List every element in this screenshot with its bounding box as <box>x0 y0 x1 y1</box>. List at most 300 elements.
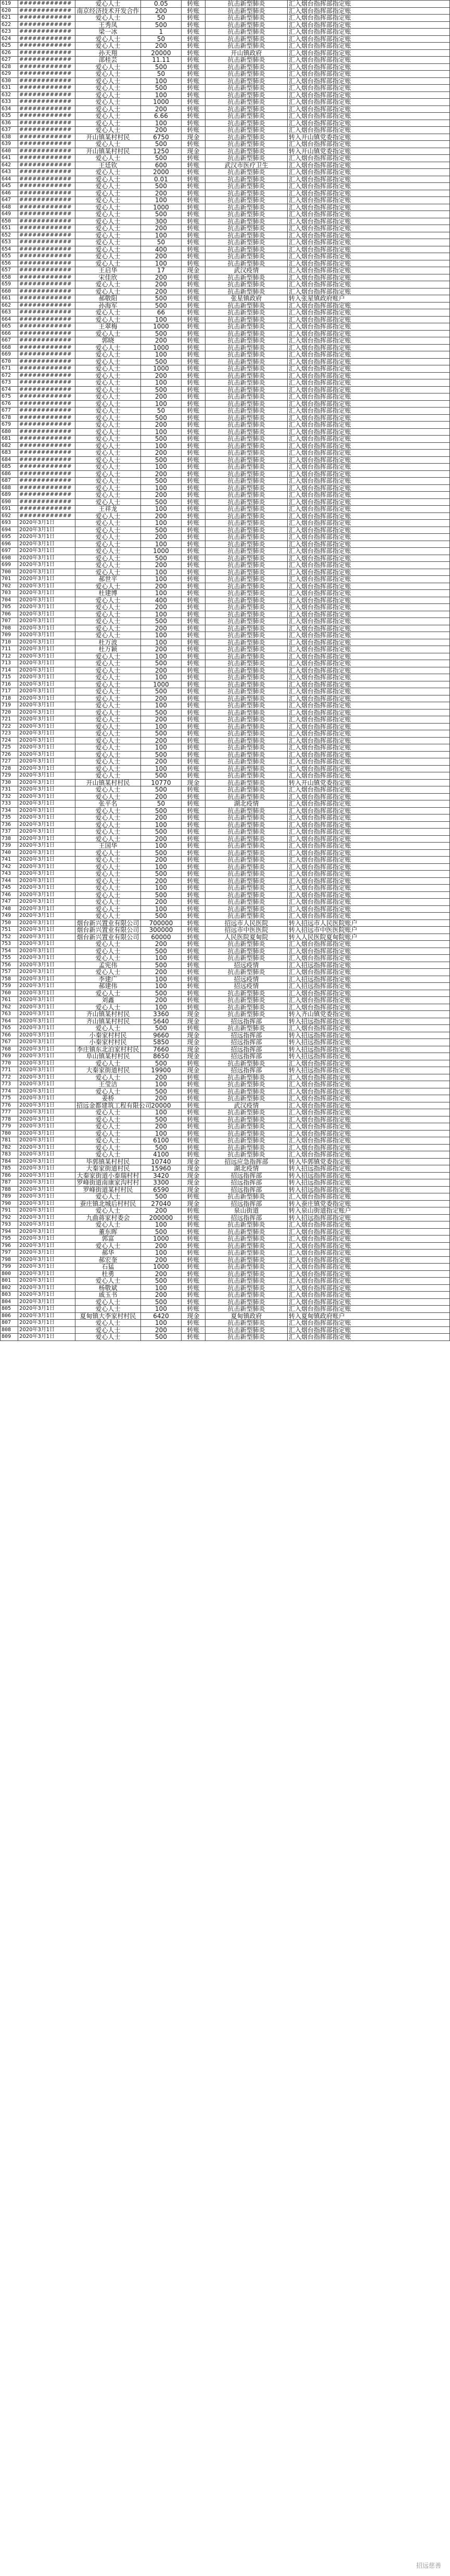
date-cell: 2020年3月1日 <box>18 1088 75 1095</box>
date-cell: ############ <box>18 176 75 183</box>
method-cell: 转账 <box>182 162 205 169</box>
note-cell: 汇入烟台指挥部指定账 <box>288 91 450 99</box>
donor-cell: 爱心人士 <box>75 246 141 253</box>
amount-cell: 100 <box>141 428 182 436</box>
table-row <box>1 1144 450 1151</box>
row-number: 746 <box>1 891 18 899</box>
row-number: 696 <box>1 541 18 548</box>
donor-cell: 爱心人士 <box>75 1334 141 1341</box>
donor-cell: 爱心人士 <box>75 218 141 225</box>
table-row <box>1 849 450 857</box>
table-row <box>1 113 450 120</box>
row-number: 676 <box>1 400 18 408</box>
method-cell: 转账 <box>182 281 205 288</box>
note-cell: 汇入烟台指挥部指定账 <box>288 688 450 695</box>
amount-cell: 200 <box>141 562 182 569</box>
note-cell: 转入开山镇党委指定账 <box>288 148 450 155</box>
date-cell: 2020年3月1日 <box>18 913 75 920</box>
donor-cell: 爱心人士 <box>75 1074 141 1081</box>
amount-cell: 100 <box>141 590 182 597</box>
table-row <box>1 541 450 548</box>
amount-cell: 100 <box>141 120 182 127</box>
row-number: 796 <box>1 1242 18 1250</box>
row-number: 623 <box>1 29 18 36</box>
purpose-cell: 抗击新型肺炎 <box>205 1250 288 1257</box>
row-number: 724 <box>1 737 18 744</box>
method-cell: 转账 <box>182 330 205 337</box>
table-row <box>1 1236 450 1243</box>
row-number: 695 <box>1 534 18 541</box>
purpose-cell: 招远指挥部 <box>205 1172 288 1179</box>
row-number: 795 <box>1 1236 18 1243</box>
purpose-cell: 抗击新型肺炎 <box>205 351 288 359</box>
note-cell: 汇入烟台指挥部指定账 <box>288 498 450 506</box>
method-cell: 转账 <box>182 527 205 534</box>
amount-cell: 500 <box>141 1334 182 1341</box>
note-cell: 汇入烟台指挥部指定账 <box>288 1144 450 1151</box>
donor-cell: 爱心人士 <box>75 512 141 520</box>
date-cell: ############ <box>18 253 75 260</box>
date-cell: 2020年3月1日 <box>18 702 75 709</box>
date-cell: 2020年3月1日 <box>18 1151 75 1159</box>
note-cell: 汇入烟台指挥部指定账 <box>288 667 450 674</box>
row-number: 671 <box>1 365 18 373</box>
donor-cell: 爱心人士 <box>75 1193 141 1201</box>
purpose-cell: 抗击新型肺炎 <box>205 498 288 506</box>
method-cell: 转账 <box>182 77 205 85</box>
purpose-cell: 抗击新型肺炎 <box>205 274 288 281</box>
note-cell: 汇入烟台指挥部指定账 <box>288 1320 450 1327</box>
donor-cell: 爱心人士 <box>75 569 141 576</box>
date-cell: 2020年3月1日 <box>18 1116 75 1123</box>
row-number: 718 <box>1 695 18 702</box>
method-cell: 现金 <box>182 1172 205 1179</box>
date-cell: 2020年3月1日 <box>18 829 75 836</box>
date-cell: 2020年3月1日 <box>18 1242 75 1250</box>
purpose-cell: 抗击新型肺炎 <box>205 337 288 345</box>
method-cell: 转账 <box>182 744 205 752</box>
purpose-cell: 抗击新型肺炎 <box>205 120 288 127</box>
donor-cell: 蚕庄镇北城后村村民 <box>75 1200 141 1207</box>
date-cell: 2020年3月1日 <box>18 1228 75 1236</box>
table-row <box>1 800 450 808</box>
table-row <box>1 155 450 162</box>
row-number: 637 <box>1 127 18 134</box>
date-cell: 2020年3月1日 <box>18 674 75 681</box>
date-cell: 2020年3月1日 <box>18 1221 75 1229</box>
method-cell: 转账 <box>182 408 205 415</box>
donor-cell: 爱心人士 <box>75 786 141 794</box>
table-row <box>1 1186 450 1193</box>
row-number: 706 <box>1 611 18 618</box>
method-cell: 转账 <box>182 555 205 562</box>
note-cell: 汇入烟台指挥部指定账 <box>288 1228 450 1236</box>
donor-cell: 爱心人士 <box>75 534 141 541</box>
date-cell: 2020年3月1日 <box>18 1207 75 1215</box>
amount-cell: 500 <box>141 183 182 190</box>
table-row <box>1 625 450 632</box>
note-cell: 汇入烟台指挥部指定账 <box>288 506 450 513</box>
date-cell: ############ <box>18 246 75 253</box>
method-cell: 转账 <box>182 365 205 373</box>
date-cell: ############ <box>18 456 75 464</box>
method-cell: 转账 <box>182 590 205 597</box>
donor-cell: 爱心人士 <box>75 113 141 120</box>
table-row <box>1 1074 450 1081</box>
donor-cell: 杜万波 <box>75 639 141 646</box>
note-cell: 汇入烟台指挥部指定账 <box>288 541 450 548</box>
method-cell: 转账 <box>182 1137 205 1145</box>
note-cell: 汇入烟台指挥部指定账 <box>288 1284 450 1292</box>
amount-cell: 200 <box>141 190 182 197</box>
donor-cell: 爱心人士 <box>75 829 141 836</box>
table-row <box>1 260 450 267</box>
row-number: 727 <box>1 758 18 766</box>
purpose-cell: 抗击新型肺炎 <box>205 1320 288 1327</box>
purpose-cell: 招远指挥部 <box>205 1200 288 1207</box>
note-cell: 汇入烟台指挥部指定账 <box>288 969 450 976</box>
donor-cell: 罗峰街道某村村民 <box>75 1186 141 1193</box>
date-cell: ############ <box>18 316 75 323</box>
date-cell: 2020年3月1日 <box>18 730 75 738</box>
row-number: 764 <box>1 1018 18 1025</box>
note-cell: 汇入烟台指挥部指定账 <box>288 113 450 120</box>
note-cell: 汇入烟台指挥部指定账 <box>288 281 450 288</box>
row-number: 698 <box>1 555 18 562</box>
purpose-cell: 抗击新型肺炎 <box>205 807 288 814</box>
row-number: 786 <box>1 1172 18 1179</box>
purpose-cell: 抗击新型肺炎 <box>205 520 288 527</box>
donor-cell: 爱心人士 <box>75 520 141 527</box>
note-cell: 汇入烟台指挥部指定账 <box>288 562 450 569</box>
purpose-cell: 抗击新型肺炎 <box>205 85 288 92</box>
date-cell: 2020年3月1日 <box>18 1312 75 1320</box>
date-cell: ############ <box>18 492 75 499</box>
date-cell: 2020年3月1日 <box>18 1236 75 1243</box>
row-number: 720 <box>1 709 18 716</box>
donor-cell: 爱心人士 <box>75 871 141 878</box>
table-row <box>1 948 450 955</box>
note-cell: 汇入烟台指挥部指定账 <box>288 1116 450 1123</box>
row-number: 794 <box>1 1228 18 1236</box>
amount-cell: 100 <box>141 197 182 204</box>
row-number: 741 <box>1 857 18 864</box>
purpose-cell: 抗击新型肺炎 <box>205 562 288 569</box>
note-cell: 汇入烟台指挥部指定账 <box>288 1278 450 1285</box>
donor-cell: 爱心人士 <box>75 464 141 471</box>
donor-cell: 爱心人士 <box>75 709 141 716</box>
purpose-cell: 抗击新型肺炎 <box>205 1292 288 1299</box>
donor-cell: 小秦家村村民 <box>75 1039 141 1046</box>
amount-cell: 100 <box>141 821 182 829</box>
donor-cell: 爱心人士 <box>75 414 141 422</box>
purpose-cell: 抗击新型肺炎 <box>205 1144 288 1151</box>
row-number: 664 <box>1 316 18 323</box>
amount-cell: 200 <box>141 106 182 113</box>
note-cell: 汇入烟台指挥部指定账 <box>288 232 450 239</box>
row-number: 806 <box>1 1312 18 1320</box>
donor-cell: 爱心人士 <box>75 772 141 780</box>
amount-cell: 1000 <box>141 1236 182 1243</box>
donor-cell: 爱心人士 <box>75 442 141 450</box>
table-row <box>1 218 450 225</box>
donor-cell: 爱心人士 <box>75 106 141 113</box>
method-cell: 现金 <box>182 1039 205 1046</box>
method-cell: 转账 <box>182 211 205 218</box>
amount-cell: 1000 <box>141 548 182 555</box>
date-cell: ############ <box>18 21 75 29</box>
method-cell: 转账 <box>182 302 205 309</box>
donor-cell: 杜勇 <box>75 1270 141 1278</box>
table-row <box>1 1130 450 1137</box>
table-row <box>1 99 450 106</box>
purpose-cell: 抗击新型肺炎 <box>205 1228 288 1236</box>
purpose-cell: 抗击新型肺炎 <box>205 744 288 752</box>
amount-cell: 200 <box>141 646 182 653</box>
note-cell: 汇入烟台指挥部指定账 <box>288 653 450 660</box>
table-row <box>1 1270 450 1278</box>
date-cell: 2020年3月1日 <box>18 885 75 892</box>
amount-cell: 100 <box>141 520 182 527</box>
note-cell: 汇入烟台指挥部指定账 <box>288 35 450 43</box>
amount-cell: 200 <box>141 1123 182 1131</box>
table-row <box>1 793 450 800</box>
date-cell: 2020年3月1日 <box>18 1053 75 1060</box>
method-cell: 转账 <box>182 379 205 387</box>
row-number: 808 <box>1 1326 18 1334</box>
row-number: 791 <box>1 1207 18 1215</box>
table-row <box>1 962 450 969</box>
table-row <box>1 1292 450 1299</box>
method-cell: 转账 <box>182 1088 205 1095</box>
note-cell: 汇入烟台指挥部指定账 <box>288 211 450 218</box>
donor-cell: 爱心人士 <box>75 814 141 822</box>
table-row <box>1 646 450 653</box>
note-cell: 汇入烟台指挥部指定账 <box>288 393 450 401</box>
note-cell: 汇入烟台指挥部指定账 <box>288 695 450 702</box>
note-cell: 汇入烟台指挥部指定账 <box>288 309 450 317</box>
row-number: 714 <box>1 667 18 674</box>
note-cell: 汇入烟台指挥部指定账 <box>288 730 450 738</box>
donor-cell: 爱心人士 <box>75 1320 141 1327</box>
date-cell: 2020年3月1日 <box>18 1018 75 1025</box>
table-row <box>1 1228 450 1236</box>
amount-cell: 10740 <box>141 1158 182 1165</box>
amount-cell: 7660 <box>141 1046 182 1053</box>
note-cell: 汇入烟台指挥部指定账 <box>288 288 450 295</box>
date-cell: ############ <box>18 309 75 317</box>
row-number: 632 <box>1 91 18 99</box>
note-cell: 汇入烟台指挥部指定账 <box>288 751 450 758</box>
donor-cell: 爱心人士 <box>75 1306 141 1313</box>
row-number: 801 <box>1 1278 18 1285</box>
method-cell: 转账 <box>182 604 205 611</box>
row-number: 668 <box>1 344 18 351</box>
donor-cell: 夏甸镇大李家村村民 <box>75 1312 141 1320</box>
table-row <box>1 351 450 359</box>
table-row <box>1 737 450 744</box>
purpose-cell: 抗击新型肺炎 <box>205 695 288 702</box>
date-cell: ############ <box>18 478 75 485</box>
method-cell: 转账 <box>182 49 205 57</box>
method-cell: 转账 <box>182 57 205 64</box>
table-row <box>1 1306 450 1313</box>
method-cell: 转账 <box>182 667 205 674</box>
purpose-cell: 抗击新型肺炎 <box>205 190 288 197</box>
method-cell: 转账 <box>182 99 205 106</box>
purpose-cell: 抗击新型肺炎 <box>205 590 288 597</box>
table-row <box>1 470 450 478</box>
row-number: 726 <box>1 751 18 758</box>
amount-cell: 200 <box>141 899 182 906</box>
table-row <box>1 597 450 604</box>
date-cell: 2020年3月1日 <box>18 1081 75 1088</box>
date-cell: 2020年3月1日 <box>18 604 75 611</box>
purpose-cell: 抗击新型肺炎 <box>205 941 288 948</box>
amount-cell: 500 <box>141 660 182 667</box>
date-cell: 2020年3月1日 <box>18 569 75 576</box>
row-number: 636 <box>1 120 18 127</box>
purpose-cell: 抗击新型肺炎 <box>205 751 288 758</box>
date-cell: 2020年3月1日 <box>18 1095 75 1102</box>
row-number: 782 <box>1 1144 18 1151</box>
table-row <box>1 891 450 899</box>
table-row <box>1 506 450 513</box>
amount-cell: 3420 <box>141 1172 182 1179</box>
table-row <box>1 49 450 57</box>
purpose-cell: 抗击新型肺炎 <box>205 323 288 331</box>
purpose-cell: 招远指挥部 <box>205 1053 288 1060</box>
purpose-cell: 抗击新型肺炎 <box>205 464 288 471</box>
method-cell: 转账 <box>182 807 205 814</box>
amount-cell: 700000 <box>141 919 182 927</box>
amount-cell: 500 <box>141 414 182 422</box>
amount-cell: 200 <box>141 1256 182 1264</box>
date-cell: ############ <box>18 71 75 78</box>
note-cell: 汇入烟台指挥部指定账 <box>288 1109 450 1116</box>
donor-cell: 爱心人士 <box>75 358 141 365</box>
donor-cell: 梁一冰 <box>75 29 141 36</box>
method-cell: 转账 <box>182 450 205 457</box>
amount-cell: 200 <box>141 470 182 478</box>
method-cell: 转账 <box>182 337 205 345</box>
note-cell: 汇入烟台指挥部指定账 <box>288 674 450 681</box>
donor-cell: 爱心人士 <box>75 1151 141 1159</box>
note-cell: 汇入烟台指挥部指定账 <box>288 63 450 71</box>
table-row <box>1 323 450 331</box>
date-cell: ############ <box>18 351 75 359</box>
amount-cell: 100 <box>141 260 182 267</box>
table-row <box>1 688 450 695</box>
donor-cell: 王祥龙 <box>75 506 141 513</box>
method-cell: 现金 <box>182 1011 205 1018</box>
method-cell: 转账 <box>182 176 205 183</box>
amount-cell: 300 <box>141 218 182 225</box>
date-cell: ############ <box>18 464 75 471</box>
date-cell: ############ <box>18 169 75 176</box>
row-number: 659 <box>1 281 18 288</box>
row-number: 784 <box>1 1158 18 1165</box>
donor-cell: 爱心人士 <box>75 1326 141 1334</box>
method-cell: 现金 <box>182 1046 205 1053</box>
date-cell: ############ <box>18 274 75 281</box>
amount-cell: 50 <box>141 408 182 415</box>
row-number: 656 <box>1 260 18 267</box>
date-cell: 2020年3月1日 <box>18 527 75 534</box>
method-cell: 转账 <box>182 576 205 583</box>
amount-cell: 200 <box>141 253 182 260</box>
amount-cell: 500 <box>141 1025 182 1032</box>
table-row <box>1 639 450 646</box>
date-cell: 2020年3月1日 <box>18 1032 75 1039</box>
note-cell: 汇入烟台指挥部指定账 <box>288 330 450 337</box>
donor-cell: 王廷钦 <box>75 162 141 169</box>
row-number: 661 <box>1 295 18 303</box>
purpose-cell: 抗击新型肺炎 <box>205 1298 288 1306</box>
row-number: 634 <box>1 106 18 113</box>
amount-cell: 200 <box>141 225 182 232</box>
date-cell: ############ <box>18 295 75 303</box>
note-cell: 汇入烟台指挥部指定账 <box>288 464 450 471</box>
table-row <box>1 871 450 878</box>
row-number: 647 <box>1 197 18 204</box>
donor-cell: 爱心人士 <box>75 1137 141 1145</box>
donor-cell: 爱心人士 <box>75 63 141 71</box>
amount-cell: 200 <box>141 127 182 134</box>
donor-cell: 爱心人士 <box>75 716 141 724</box>
method-cell: 现金 <box>182 1186 205 1193</box>
method-cell: 转账 <box>182 484 205 492</box>
method-cell: 转账 <box>182 169 205 176</box>
purpose-cell: 开山镇政府 <box>205 49 288 57</box>
method-cell: 转账 <box>182 969 205 976</box>
purpose-cell: 抗击新型肺炎 <box>205 1060 288 1067</box>
note-cell: 转入招远指挥部指定账 <box>288 1165 450 1173</box>
amount-cell: 500 <box>141 302 182 309</box>
date-cell: 2020年3月1日 <box>18 1011 75 1018</box>
purpose-cell: 湖北疫情 <box>205 1165 288 1173</box>
method-cell: 转账 <box>182 653 205 660</box>
row-number: 748 <box>1 905 18 913</box>
date-cell: ############ <box>18 63 75 71</box>
row-number: 744 <box>1 877 18 885</box>
purpose-cell: 抗击新型肺炎 <box>205 913 288 920</box>
row-number: 689 <box>1 492 18 499</box>
note-cell: 转入蚕庄镇党委指定账 <box>288 1200 450 1207</box>
table-row <box>1 857 450 864</box>
donor-cell: 爱心人士 <box>75 674 141 681</box>
note-cell: 转入招远指挥部指定账 <box>288 1179 450 1187</box>
donor-cell: 爱心人士 <box>75 948 141 955</box>
note-cell: 汇入烟台指挥部指定账 <box>288 29 450 36</box>
purpose-cell: 抗击新型肺炎 <box>205 1109 288 1116</box>
purpose-cell: 抗击新型肺炎 <box>205 239 288 246</box>
donor-cell: 爱心人士 <box>75 478 141 485</box>
note-cell: 转入张星镇政府账户 <box>288 295 450 303</box>
note-cell: 汇入烟台指挥部指定账 <box>288 484 450 492</box>
row-number: 633 <box>1 99 18 106</box>
note-cell: 汇入烟台指挥部指定账 <box>288 260 450 267</box>
row-number: 687 <box>1 478 18 485</box>
note-cell: 汇入烟台指挥部指定账 <box>288 632 450 639</box>
purpose-cell: 抗击新型肺炎 <box>205 955 288 962</box>
donor-cell: 爱心人士 <box>75 955 141 962</box>
method-cell: 转账 <box>182 1326 205 1334</box>
date-cell: ############ <box>18 288 75 295</box>
date-cell: 2020年3月1日 <box>18 1004 75 1011</box>
purpose-cell: 抗击新型肺炎 <box>205 106 288 113</box>
note-cell: 汇入烟台指挥部指定账 <box>288 456 450 464</box>
